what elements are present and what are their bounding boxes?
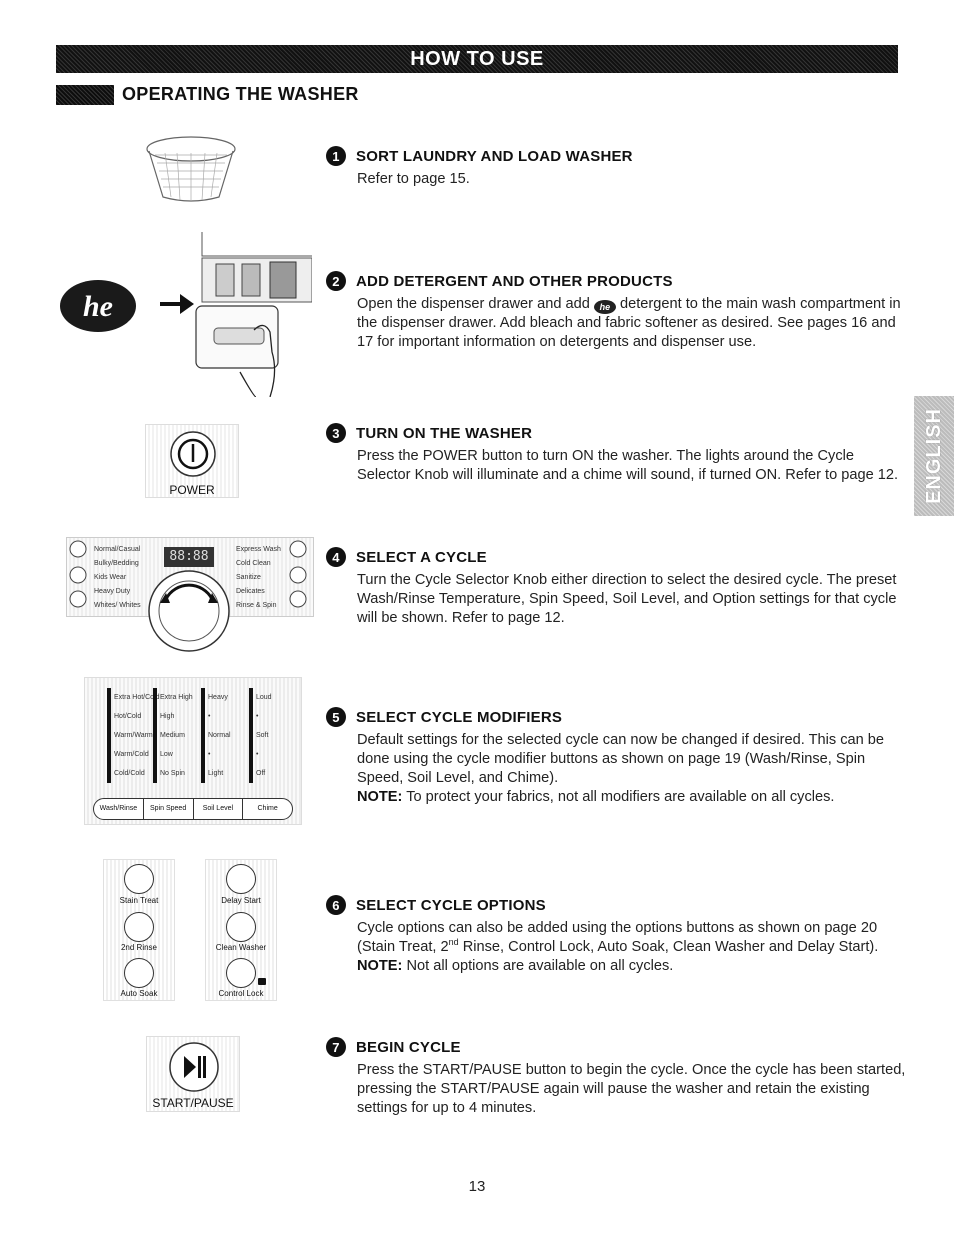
section-banner: HOW TO USE	[56, 45, 898, 73]
chime-button: Chime	[257, 805, 278, 812]
spin-speed-button: Spin Speed	[144, 799, 194, 819]
power-button-panel	[145, 424, 239, 498]
auto-soak-label: Auto Soak	[120, 989, 158, 998]
modifier-col-chime: Loud • Soft • Off	[249, 688, 272, 783]
second-rinse-label: 2nd Rinse	[120, 943, 158, 952]
language-tab-label: ENGLISH	[922, 408, 945, 504]
note-label: NOTE:	[357, 789, 403, 805]
power-label: POWER	[169, 483, 215, 497]
section-title-bar	[56, 85, 114, 105]
options-panel-left	[103, 859, 175, 1001]
step-number: 6	[326, 895, 346, 915]
step-1	[326, 146, 906, 189]
modifier-col-wash-rinse: Extra Hot/Cold Hot/Cold Warm/Warm Warm/Cold Cold/Cold	[107, 688, 160, 783]
dispenser-drawer-illustration	[194, 232, 312, 397]
step-body: Press the START/PAUSE button to begin the cycle. Once the cycle has been started, pressing the START/PAUSE again will pause the washer and retain the existing settings for up to 4 minutes.	[357, 1062, 906, 1116]
step-body: Turn the Cycle Selector Knob either direction to select the desired cycle. The preset Wash/Rinse Temperature, Spin Speed, Soil Level, and Option settings for that cycle will be shown. Refer to page 12.	[357, 572, 897, 626]
he-logo-icon	[58, 278, 138, 334]
cycle-led-circles	[66, 533, 314, 623]
page-number: 13	[468, 1178, 486, 1195]
section-title: OPERATING THE WASHER	[122, 84, 359, 104]
auto-soak-button	[124, 958, 154, 988]
delay-start-button	[226, 864, 256, 894]
step-body: Open the dispenser drawer and add he detergent to the main wash compartment in the dispenser drawer. Add bleach and fabric softener as desired. See pages 16 and 17 for important information on detergents and dispenser use.	[357, 296, 901, 350]
step-number: 4	[326, 547, 346, 567]
delay-start-label: Delay Start	[221, 896, 261, 905]
step-title: SELECT A CYCLE	[356, 548, 487, 566]
step-title: SELECT CYCLE OPTIONS	[356, 896, 546, 914]
step-body: Press the POWER button to turn ON the washer. The lights around the Cycle Selector Knob will illuminate and a chime will sound, if turned ON. Refer to page 12.	[357, 448, 899, 483]
start-pause-label: START/PAUSE	[152, 1096, 234, 1110]
step-body: Cycle options can also be added using the options buttons as shown on page 20 (Stain Treat, 2nd Rinse, Control Lock, Auto Soak, Clean Washer and Delay Start). NOTE: Not all options are available on all cycles.	[357, 920, 879, 974]
step-title: SELECT CYCLE MODIFIERS	[356, 708, 563, 726]
step-number: 3	[326, 423, 346, 443]
modifier-col-spin-speed: Extra High High Medium Low No Spin	[153, 688, 193, 783]
cycle-list-right: Express Wash Cold Clean Sanitize Delicates Rinse & Spin	[236, 546, 281, 609]
arrow-right-icon	[160, 292, 194, 316]
step-5	[326, 707, 906, 807]
start-pause-panel	[146, 1036, 240, 1112]
step-title: SORT LAUNDRY AND LOAD WASHER	[356, 147, 633, 165]
step-2	[326, 271, 906, 352]
language-tab	[914, 396, 954, 516]
he-inline-icon: he	[594, 300, 616, 314]
clean-washer-label: Clean Washer	[215, 943, 267, 952]
modifier-button-row	[93, 798, 293, 820]
step-title: ADD DETERGENT AND OTHER PRODUCTS	[356, 272, 673, 290]
second-rinse-button	[124, 912, 154, 942]
step-title: BEGIN CYCLE	[356, 1038, 461, 1056]
control-lock-label: Control Lock	[218, 989, 264, 998]
lock-icon	[258, 978, 266, 985]
step-number: 2	[326, 271, 346, 291]
step-6	[326, 895, 906, 976]
cycle-selector-panel	[66, 533, 314, 653]
laundry-basket-illustration	[145, 135, 237, 205]
play-pause-icon	[167, 1040, 221, 1094]
step-body: Default settings for the selected cycle can now be changed if desired. This can be done using the cycle modifier buttons as shown on page 19 (Wash/Rinse, Spin Speed, Soil Level, and Chime). NOTE: To protect your fabrics, not all modifiers are available on all cycles.	[357, 732, 885, 805]
options-panel-right	[205, 859, 277, 1001]
step-number: 5	[326, 707, 346, 727]
cycle-display: 88:88	[164, 547, 214, 567]
svg-text:he: he	[83, 290, 113, 323]
cycle-list-left: Normal/Casual Bulky/Bedding Kids Wear Heavy Duty Whites/ Whites	[94, 546, 141, 609]
step-3	[326, 423, 906, 485]
step-4	[326, 547, 906, 628]
step-title: TURN ON THE WASHER	[356, 424, 533, 442]
note-label: NOTE:	[357, 958, 403, 974]
power-icon	[168, 429, 218, 479]
stain-treat-label: Stain Treat	[119, 896, 159, 905]
step-body: Refer to page 15.	[357, 171, 470, 187]
step-7	[326, 1037, 906, 1118]
step-number: 7	[326, 1037, 346, 1057]
stain-treat-button	[124, 864, 154, 894]
soil-level-button: Soil Level	[194, 799, 244, 819]
step-number: 1	[326, 146, 346, 166]
cycle-modifiers-panel	[84, 677, 302, 825]
clean-washer-button	[226, 912, 256, 942]
wash-rinse-button: Wash/Rinse	[94, 799, 144, 819]
control-lock-button	[226, 958, 256, 988]
modifier-col-soil-level: Heavy • Normal • Light	[201, 688, 231, 783]
